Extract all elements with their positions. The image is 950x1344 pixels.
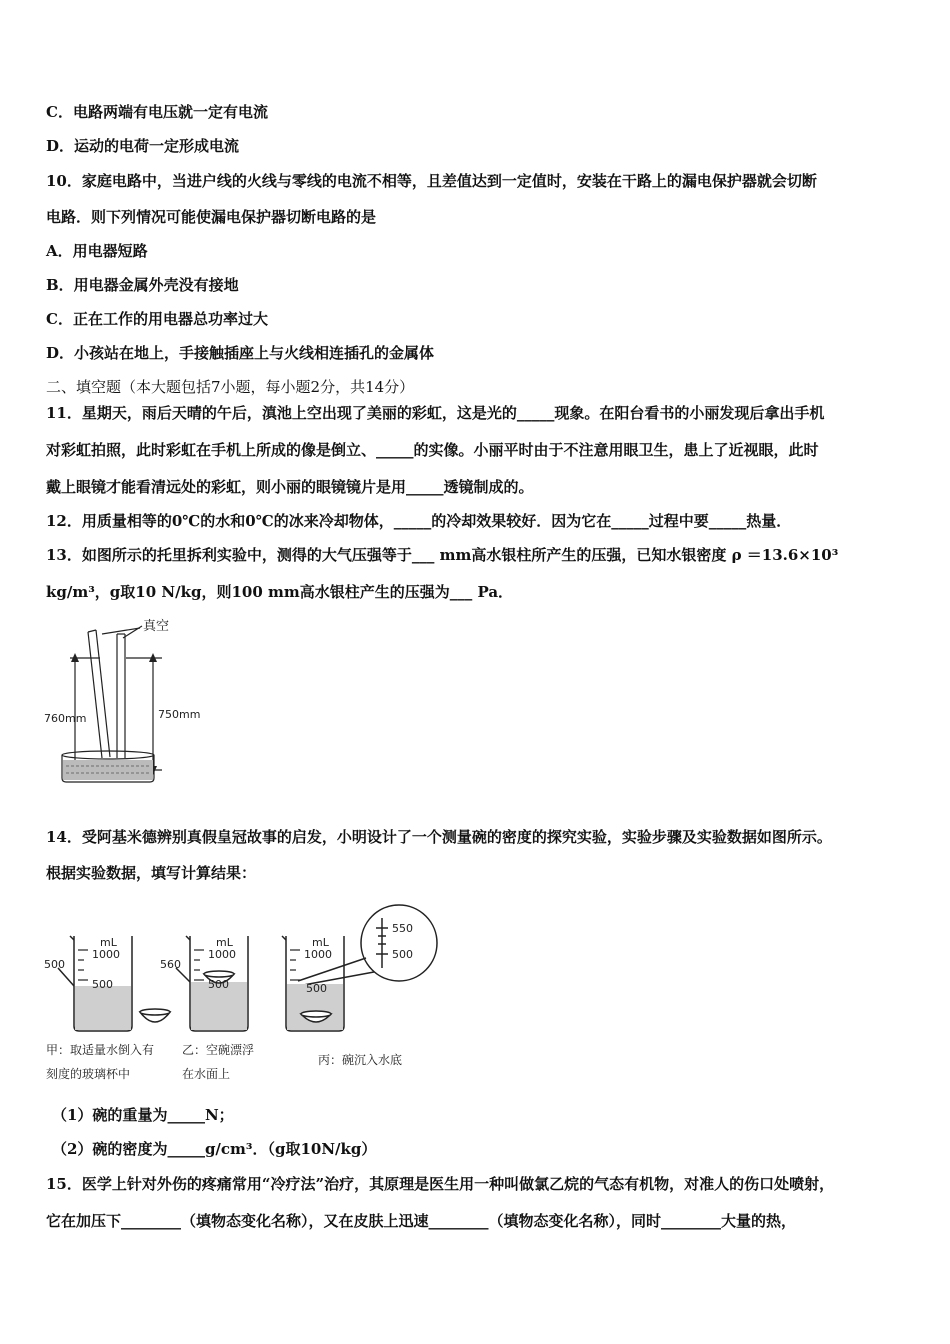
scale-mid-2: 500 bbox=[208, 978, 229, 991]
question-15-line-1: 15．医学上针对外伤的疼痛常用“冷疗法”治疗，其原理是医生用一种叫做氯乙烷的气态有机物，对准人的伤口处喷射， bbox=[46, 1175, 835, 1193]
section-heading: 二、填空题（本大题包括7小题，每小题2分，共14分） bbox=[46, 378, 415, 396]
vacuum-label: 真空 bbox=[143, 619, 170, 634]
torricelli-figure bbox=[40, 610, 230, 790]
caption-jia-2: 刻度的玻璃杯中 bbox=[46, 1067, 131, 1081]
line-d-option: D．运动的电荷一定形成电流 bbox=[46, 137, 240, 155]
unit-label-3: mL bbox=[312, 936, 329, 949]
question-11-line-1: 11．星期天，雨后天晴的午后，滇池上空出现了美丽的彩虹，这是光的_____现象。在阳台看书的小丽发现后拿出手机 bbox=[46, 404, 825, 422]
zoom-high: 550 bbox=[392, 922, 413, 935]
scale-mid-3: 500 bbox=[306, 982, 327, 995]
question-10-stem-1: 10．家庭电路中，当进户线的火线与零线的电流不相等，且差值达到一定值时，安装在干路上的漏电保护器就会切断 bbox=[46, 172, 817, 190]
question-10-stem-2: 电路．则下列情况可能使漏电保护器切断电路的是 bbox=[46, 208, 377, 226]
caption-bing: 丙：碗沉入水底 bbox=[318, 1053, 403, 1067]
question-10-option-b: B．用电器金属外壳没有接地 bbox=[46, 276, 239, 294]
right-height-label: 750mm bbox=[158, 708, 201, 721]
question-12: 12．用质量相等的0℃的水和0℃的冰来冷却物体，_____的冷却效果较好．因为它在_____过程中要_____热量． bbox=[46, 512, 792, 530]
left-height-label: 760mm bbox=[44, 712, 87, 725]
question-10-option-a: A．用电器短路 bbox=[46, 242, 148, 260]
unit-label-1: mL bbox=[100, 936, 117, 949]
caption-yi-1: 乙：空碗漂浮 bbox=[182, 1043, 255, 1057]
question-11-line-3: 戴上眼镜才能看清远处的彩虹，则小丽的眼镜镜片是用_____透镜制成的。 bbox=[46, 478, 534, 496]
scale-mid-1: 500 bbox=[92, 978, 113, 991]
line-c-option: C．电路两端有电压就一定有电流 bbox=[46, 103, 268, 121]
question-10-option-c: C．正在工作的用电器总功率过大 bbox=[46, 310, 268, 328]
question-13-line-2: kg/m³，g取10 N/kg，则100 mm高水银柱产生的压强为___ Pa． bbox=[46, 583, 514, 601]
scale-top-1: 1000 bbox=[92, 948, 120, 961]
question-14-answer-1: （1）碗的重量为_____N； bbox=[52, 1106, 234, 1124]
zoom-low: 500 bbox=[392, 948, 413, 961]
question-10-option-d: D．小孩站在地上，手接触插座上与火线相连插孔的金属体 bbox=[46, 344, 435, 362]
unit-label-2: mL bbox=[216, 936, 233, 949]
scale-top-3: 1000 bbox=[304, 948, 332, 961]
question-14-answer-2: （2）碗的密度为_____g/cm³．（g取10N/kg） bbox=[52, 1140, 377, 1158]
caption-yi-2: 在水面上 bbox=[182, 1067, 231, 1081]
question-14-line-2: 根据实验数据，填写计算结果： bbox=[46, 864, 257, 882]
question-13-line-1: 13．如图所示的托里拆利实验中，测得的大气压强等于___ mm高水银柱所产生的压强，已知水银密度 ρ ＝13.6×10³ bbox=[46, 546, 839, 564]
mark-jia: 500 bbox=[44, 958, 65, 971]
caption-jia-1: 甲：取适量水倒入有 bbox=[46, 1043, 155, 1057]
mark-yi: 560 bbox=[160, 958, 181, 971]
question-15-line-2: 它在加压下________（填物态变化名称），又在皮肤上迅速________（填物态变化名称），同时________大量的热， bbox=[46, 1212, 797, 1230]
question-11-line-2: 对彩虹拍照，此时彩虹在手机上所成的像是倒立、_____的实像。小丽平时由于不注意用眼卫生，患上了近视眼，此时 bbox=[46, 441, 819, 459]
question-14-line-1: 14．受阿基米德辨别真假皇冠故事的启发，小明设计了一个测量碗的密度的探究实验，实验步骤及实验数据如图所示。 bbox=[46, 828, 832, 846]
bowl-density-figure bbox=[44, 888, 444, 1088]
scale-top-2: 1000 bbox=[208, 948, 236, 961]
